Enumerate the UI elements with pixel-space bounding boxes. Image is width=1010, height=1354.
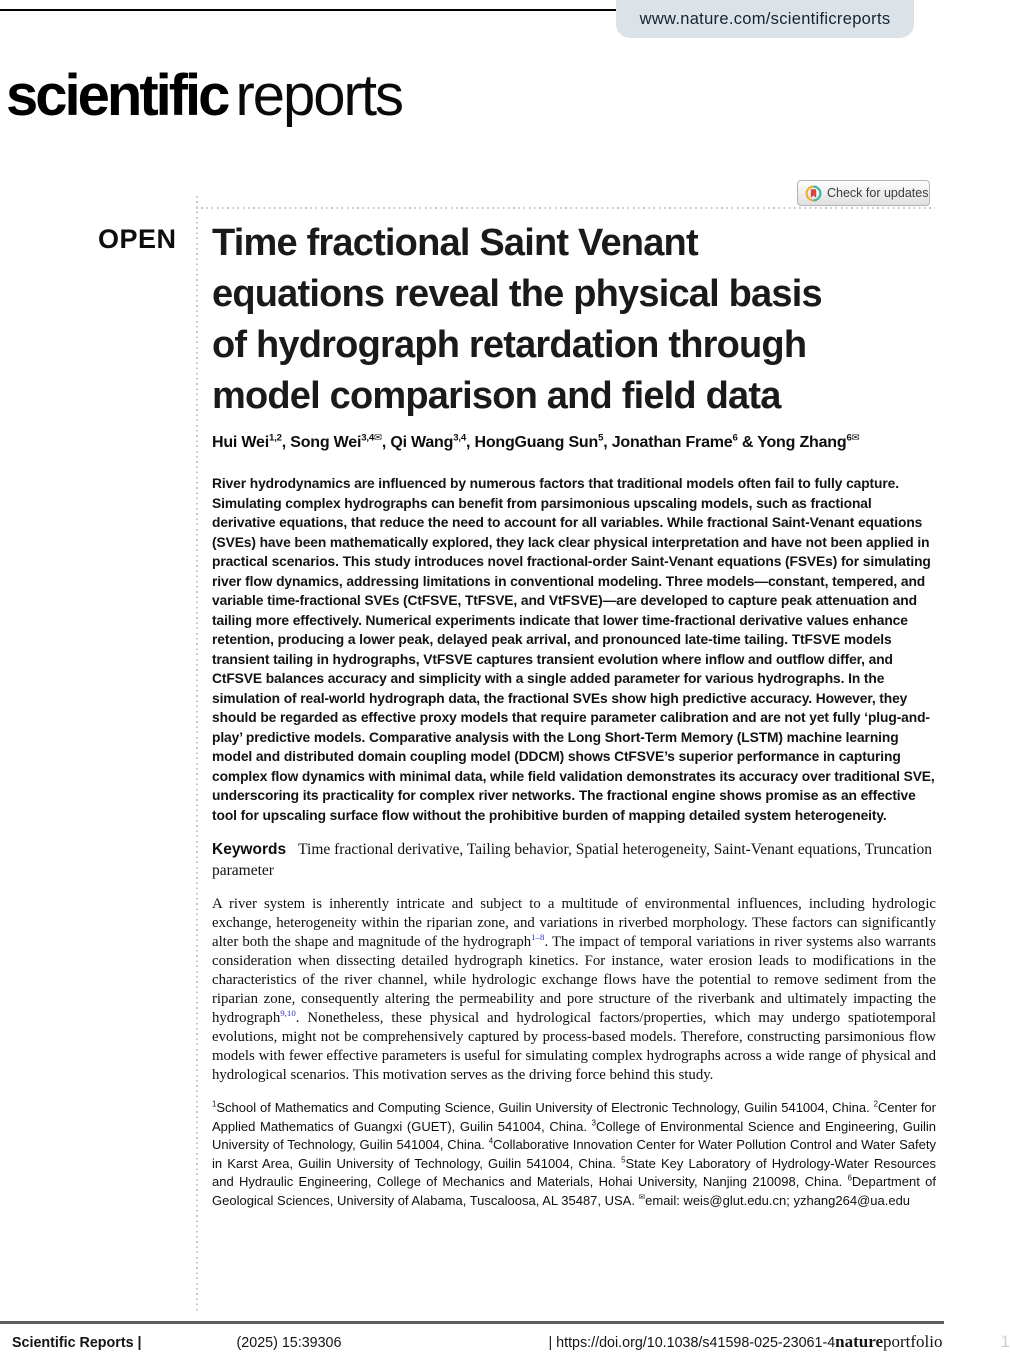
open-access-label: OPEN (98, 224, 177, 254)
footer-citation: (2025) 15:39306 (236, 1335, 342, 1351)
text-segment: 4 (488, 1136, 494, 1146)
footer (12, 1332, 1010, 1352)
check-for-updates-label: Check for updates (827, 186, 929, 200)
article-column (212, 218, 936, 1210)
article-title-line: Time fractional Saint Venant (212, 222, 698, 264)
text-segment: 5 (598, 432, 604, 444)
article-title-line: model comparison and field data (212, 375, 781, 417)
text-segment: 6 (732, 432, 738, 444)
authors-line (212, 434, 936, 452)
footer-rule (0, 1321, 944, 1324)
text-segment: & Yong Zhang (737, 434, 847, 451)
text-segment: State Key Laboratory of Hydrology-Water Resources and Hydraulic Engineering, College of Mechanics and Materials, Hohai University, Nanjing 210098, China. (212, 1155, 936, 1189)
text-segment: . Nonetheless, these physical and hydrological factors/properties, which may undergo spatiotemporal evolutions, might not be comprehensively captured by process-based models. Therefore, constructing parsimonious flow models with fewer effective parameters is useful for simulating complex hydrographs across a wide range of physical and hydrological scenarios. This motivation serves as the driving force behind this study. (212, 1010, 936, 1083)
affiliations-paragraph (212, 1099, 936, 1210)
citation-ref[interactable]: 9,10 (280, 1008, 296, 1019)
text-segment: 5 (621, 1155, 626, 1165)
text-segment: email: weis@glut.edu.cn; yzhang264@ua.edu (645, 1192, 911, 1208)
article-title (212, 218, 936, 422)
intro-paragraph (212, 895, 936, 1085)
text-segment: . The impact of temporal variations in river systems also warrants consideration when dissecting detailed hydrograph kinetics. For instance, water erosion leads to modifications in the characteristics of the river channel, while hydrologic exchange flows have the potential to remove sediment from the riparian zone, consequently altering the permeability and pore structure of the riverbank and ultimately impacting the hydrograph (212, 934, 936, 1026)
keywords-label: Keywords (212, 841, 287, 858)
email-icon[interactable]: ✉ (373, 432, 382, 444)
journal-logo-reports: reports (235, 63, 402, 128)
nature-portfolio-logo-nature: nature (835, 1332, 884, 1351)
text-segment: 2 (873, 1099, 878, 1109)
text-segment: 1,2 (268, 432, 282, 444)
text-segment: Collaborative Innovation Center for Water Pollution Control and Water Safety in Karst Area, Guilin University of Technology, Guilin 541004, China. (212, 1137, 936, 1171)
text-segment: Center for Applied Mathematics of Guangxi (GUET), Guilin 541004, China. (212, 1100, 936, 1134)
nature-portfolio-logo (835, 1332, 942, 1352)
text-segment: Hui Wei (212, 434, 269, 451)
text-segment: 6 (846, 432, 852, 444)
dotted-divider-horizontal (196, 207, 935, 209)
text-segment: 3,4 (361, 432, 374, 444)
keywords-text: Time fractional derivative, Tailing behavior, Spatial heterogeneity, Saint-Venant equations, Truncation parameter (212, 841, 933, 879)
text-segment: , Song Wei (281, 434, 362, 451)
keywords-block (212, 839, 936, 881)
text-segment: School of Mathematics and Computing Science, Guilin University of Electronic Technology, Guilin 541004, China. (216, 1100, 874, 1115)
site-url-text: www.nature.com/scientificreports (639, 9, 891, 28)
abstract-paragraph: River hydrodynamics are influenced by numerous factors that traditional models often fail to fully capture. Simulating complex hydrographs can benefit from parsimonious upscaling models, such as fractional derivative equations, that reduce the need to account for all variables. While fractional Saint-Venant equations (SVEs) have been mathematically explored, they lack clear physical interpretation and have not been applied in practical scenarios. This study introduces novel fractional-order Saint-Venant equations (FSVEs) for simulating river flow dynamics, addressing limitations in conventional modeling. Three models—constant, tempered, and variable time-fractional SVEs (CtFSVE, TtFSVE, and VtFSVE)—are developed to capture peak attenuation and tailing more effectively. Numerical experiments indicate that lower time-fractional derivative values enhance retention, producing a lower peak, delayed peak arrival, and pronounced late-time tailing. TtFSVE models transient tailing in hydrographs, VtFSVE captures transient evolution where inflow and outflow differ, and CtFSVE balances accuracy and simplicity with a single added parameter for various hydrographs. In the simulation of real-world hydrograph data, the fractional SVEs show high predictive accuracy. However, they should be regarded as effective proxy models that require parameter calibration and are not yet fully ‘plug-and-play’ predictive models. Comparative analysis with the Long Short-Term Memory (LSTM) machine learning model and distributed domain coupling model (DDCM) shows CtFSVE’s superior performance in capturing complex flow dynamics with minimal data, while field validation demonstrates its accuracy over traditional SVE, underscoring its practicality for complex river networks. The fractional engine shows promise as an effective tool for upscaling surface flow without the prohibitive burden of mapping detailed system heterogeneity. (212, 476, 935, 823)
text-segment: 3 (591, 1118, 596, 1128)
email-icon[interactable]: ✉ (638, 1192, 646, 1202)
journal-logo-scientific: scientific (6, 63, 228, 128)
text-segment: 6 (847, 1173, 852, 1183)
citation-ref[interactable]: 1–8 (531, 932, 545, 943)
text-segment: , Jonathan Frame (603, 434, 733, 451)
article-title-line: of hydrograph retardation through (212, 324, 807, 366)
crossmark-icon (805, 185, 822, 202)
article-title-line: equations reveal the physical basis (212, 273, 822, 315)
text-segment: , HongGuang Sun (465, 434, 599, 451)
footer-journal-name: Scientific Reports | (12, 1335, 142, 1351)
text-segment: Department of Geological Sciences, University of Alabama, Tuscaloosa, AL 35487, USA. (212, 1174, 936, 1208)
text-segment: , Qi Wang (381, 434, 454, 451)
dotted-divider-vertical (196, 196, 198, 1312)
page-number: 1 (1000, 1332, 1010, 1351)
email-icon[interactable]: ✉ (851, 432, 860, 444)
nature-portfolio-logo-portfolio: portfolio (883, 1332, 943, 1351)
text-segment: College of Environmental Science and Engineering, Guilin University of Technology, Guilin 541004, China. (212, 1118, 936, 1152)
text-segment: 3,4 (453, 432, 466, 444)
journal-logo (6, 62, 402, 129)
doi-link[interactable]: | https://doi.org/10.1038/s41598-025-23061-4 (548, 1335, 836, 1351)
text-segment: 1 (212, 1099, 217, 1109)
text-segment: A river system is inherently intricate and subject to a multitude of environmental influences, including hydrologic exchange, heterogeneity within the riparian zone, and variations in riverbed morphology. These factors can significantly alter both the shape and magnitude of the hydrograph (212, 896, 936, 950)
header-rule (0, 9, 617, 11)
check-for-updates-button[interactable] (797, 180, 930, 206)
site-url-banner (616, 0, 914, 38)
